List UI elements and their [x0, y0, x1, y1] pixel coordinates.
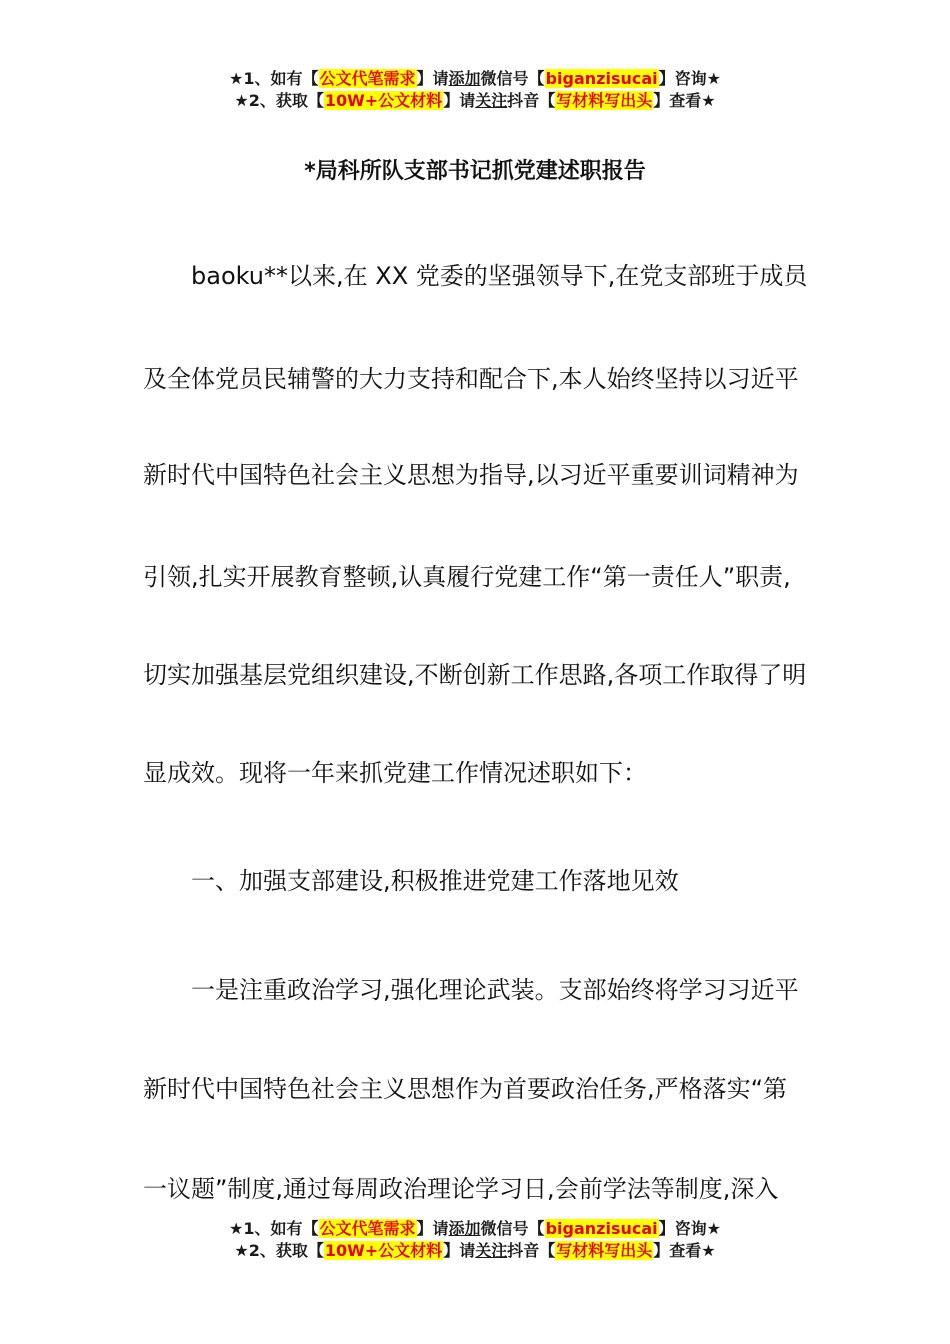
paragraph-line: baoku**以来,在 XX 党委的坚强领导下,在党支部班于成员: [191, 262, 808, 290]
promo-highlight: 10W+公文材料: [324, 1241, 443, 1260]
header-promo-banner: [0, 68, 950, 112]
paragraph-line: 一是注重政治学习,强化理论武装。支部始终将学习习近平: [191, 976, 799, 1004]
wechat-id-highlight: biganzisucai: [545, 69, 658, 88]
paragraph-line: 一议题”制度,通过每周政治理论学习日,会前学法等制度,深入: [143, 1175, 779, 1203]
footer-promo-banner: [0, 1218, 950, 1262]
paragraph-line: 新时代中国特色社会主义思想作为首要政治任务,严格落实“第: [143, 1075, 788, 1103]
paragraph-line: 引领,扎实开展教育整顿,认真履行党建工作“第一责任人”职责,: [143, 563, 791, 591]
paragraph-line: 切实加强基层党组织建设,不断创新工作思路,各项工作取得了明: [143, 661, 807, 689]
promo-highlight: 10W+公文材料: [324, 91, 443, 110]
section-heading: 一、加强支部建设,积极推进党建工作落地见效: [191, 867, 679, 895]
douyin-id-highlight: 写材料写出头: [556, 91, 653, 110]
promo-line-1: ★1、如有【公文代笔需求】请添加微信号【biganzisucai】咨询★: [229, 1219, 721, 1238]
promo-line-2: ★2、获取【10W+公文材料】请关注抖音【写材料写出头】查看★: [234, 91, 716, 110]
promo-line-1: ★1、如有【公文代笔需求】请添加微信号【biganzisucai】咨询★: [229, 69, 721, 88]
promo-highlight: 公文代笔需求: [319, 1219, 416, 1238]
paragraph-line: 新时代中国特色社会主义思想为指导,以习近平重要训词精神为: [143, 461, 799, 489]
wechat-id-highlight: biganzisucai: [545, 1219, 658, 1238]
paragraph-line: 及全体党员民辅警的大力支持和配合下,本人始终坚持以习近平: [143, 365, 799, 393]
document-title: *局科所队支部书记抓党建述职报告: [304, 159, 646, 184]
douyin-id-highlight: 写材料写出头: [556, 1241, 653, 1260]
promo-line-2: ★2、获取【10W+公文材料】请关注抖音【写材料写出头】查看★: [234, 1241, 716, 1260]
promo-highlight: 公文代笔需求: [319, 69, 416, 88]
paragraph-line: 显成效。现将一年来抓党建工作情况述职如下：: [143, 759, 647, 787]
